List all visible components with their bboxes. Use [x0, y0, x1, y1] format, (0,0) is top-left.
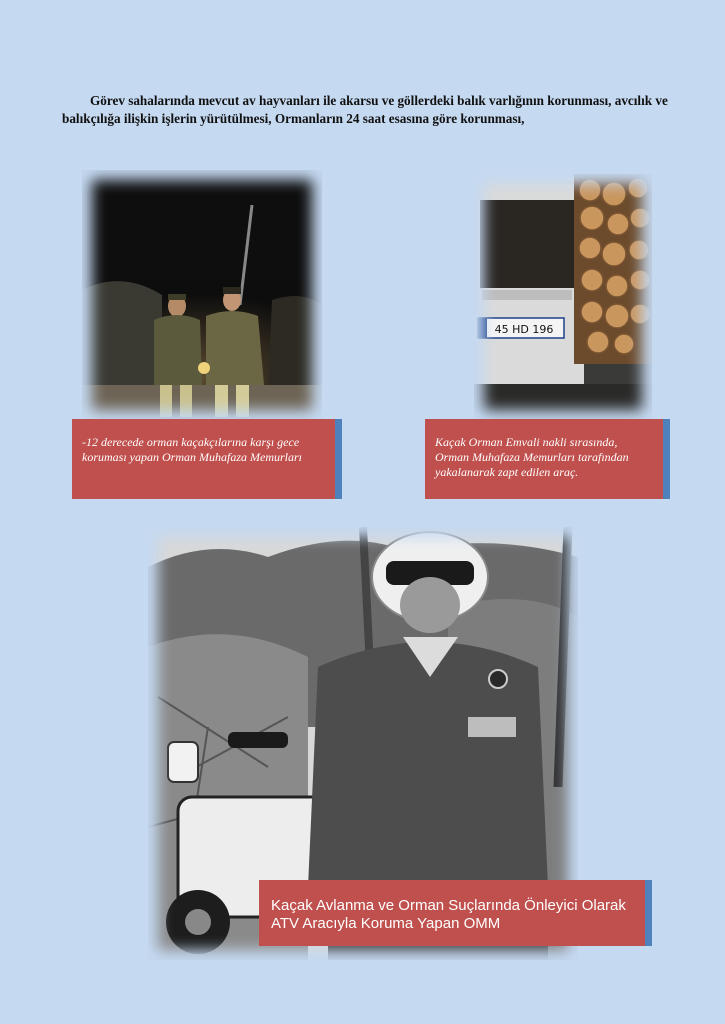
seized-vehicle-photo	[474, 174, 652, 420]
night-patrol-photo	[82, 170, 322, 420]
atv-patrol-caption: Kaçak Avlanma ve Orman Suçlarında Önleyici Olarak ATV Aracıyla Koruma Yapan OMM	[259, 880, 652, 946]
seized-vehicle-caption: Kaçak Orman Emvali nakli sırasında, Orman Muhafaza Memurları tarafından yakalanarak zapt edilen araç.	[425, 419, 670, 499]
license-plate-text: 45 HD 196	[494, 323, 554, 336]
intro-paragraph: Görev sahalarında mevcut av hayvanları ile akarsu ve göllerdeki balık varlığının korunması, avcılık ve balıkçılığa ilişkin işlerin yürütülmesi, Ormanların 24 saat esasına göre korunması,	[62, 93, 668, 126]
night-patrol-caption: -12 derecede orman kaçakçılarına karşı gece koruması yapan Orman Muhafaza Memurları	[72, 419, 342, 499]
